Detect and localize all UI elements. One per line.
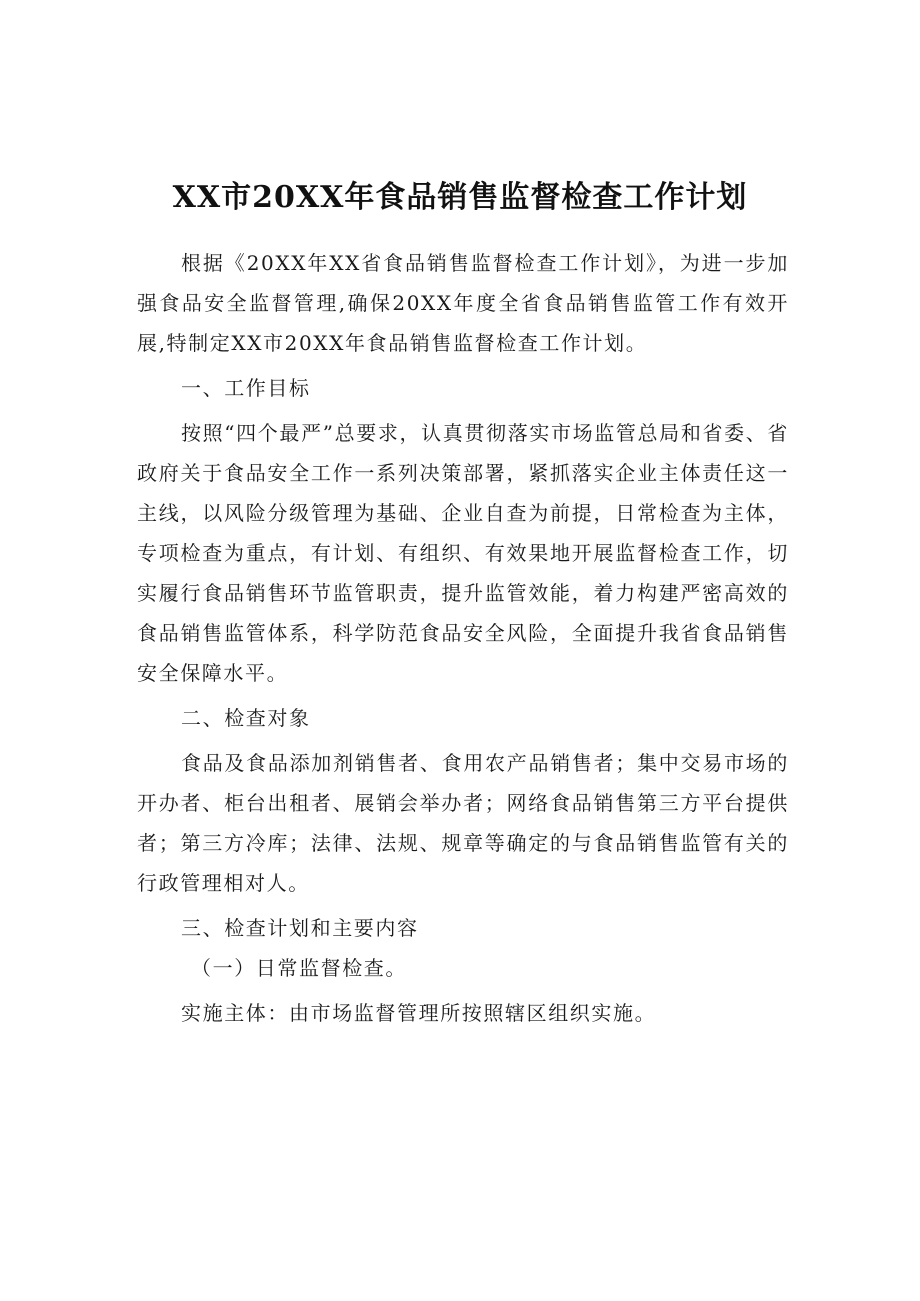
section-heading-1: 一、工作目标 (181, 376, 311, 400)
implementation-paragraph: 实施主体：由市场监督管理所按照辖区组织实施。 (181, 1001, 657, 1025)
work-goal-paragraph: 按照“四个最严”总要求，认真贯彻落实市场监管总局和省委、省政府关于食品安全工作一系列决策部署，紧抓落实企业主体责任这一主线，以风险分级管理为基础、企业自查为前提，日常检查为主体，专项检查为重点，有计划、有组织、有效果地开展监督检查工作，切实履行食品销售环节监管职责，提升监管效能，着力构建严密高效的食品销售监管体系，科学防范食品安全风险，全面提升我省食品销售安全保障水平。 (137, 421, 789, 685)
document-title: XX市20XX年食品销售监督检查工作计划 (172, 180, 748, 215)
subsection-heading-1: （一）日常监督检查。 (191, 956, 407, 980)
section-heading-3: 三、检查计划和主要内容 (181, 916, 419, 940)
section-heading-2: 二、检查对象 (181, 706, 311, 730)
document-body (137, 243, 789, 1033)
inspection-target-paragraph: 食品及食品添加剂销售者、食用农产品销售者；集中交易市场的开办者、柜台出租者、展销会举办者；网络食品销售第三方平台提供者；第三方冷库；法律、法规、规章等确定的与食品销售监管有关的行政管理相对人。 (137, 751, 789, 895)
intro-paragraph: 根据《20XX年XX省食品销售监督检查工作计划》，为进一步加强食品安全监督管理,确保20XX年度全省食品销售监管工作有效开展,特制定XX市20XX年食品销售监督检查工作计划。 (137, 251, 789, 355)
